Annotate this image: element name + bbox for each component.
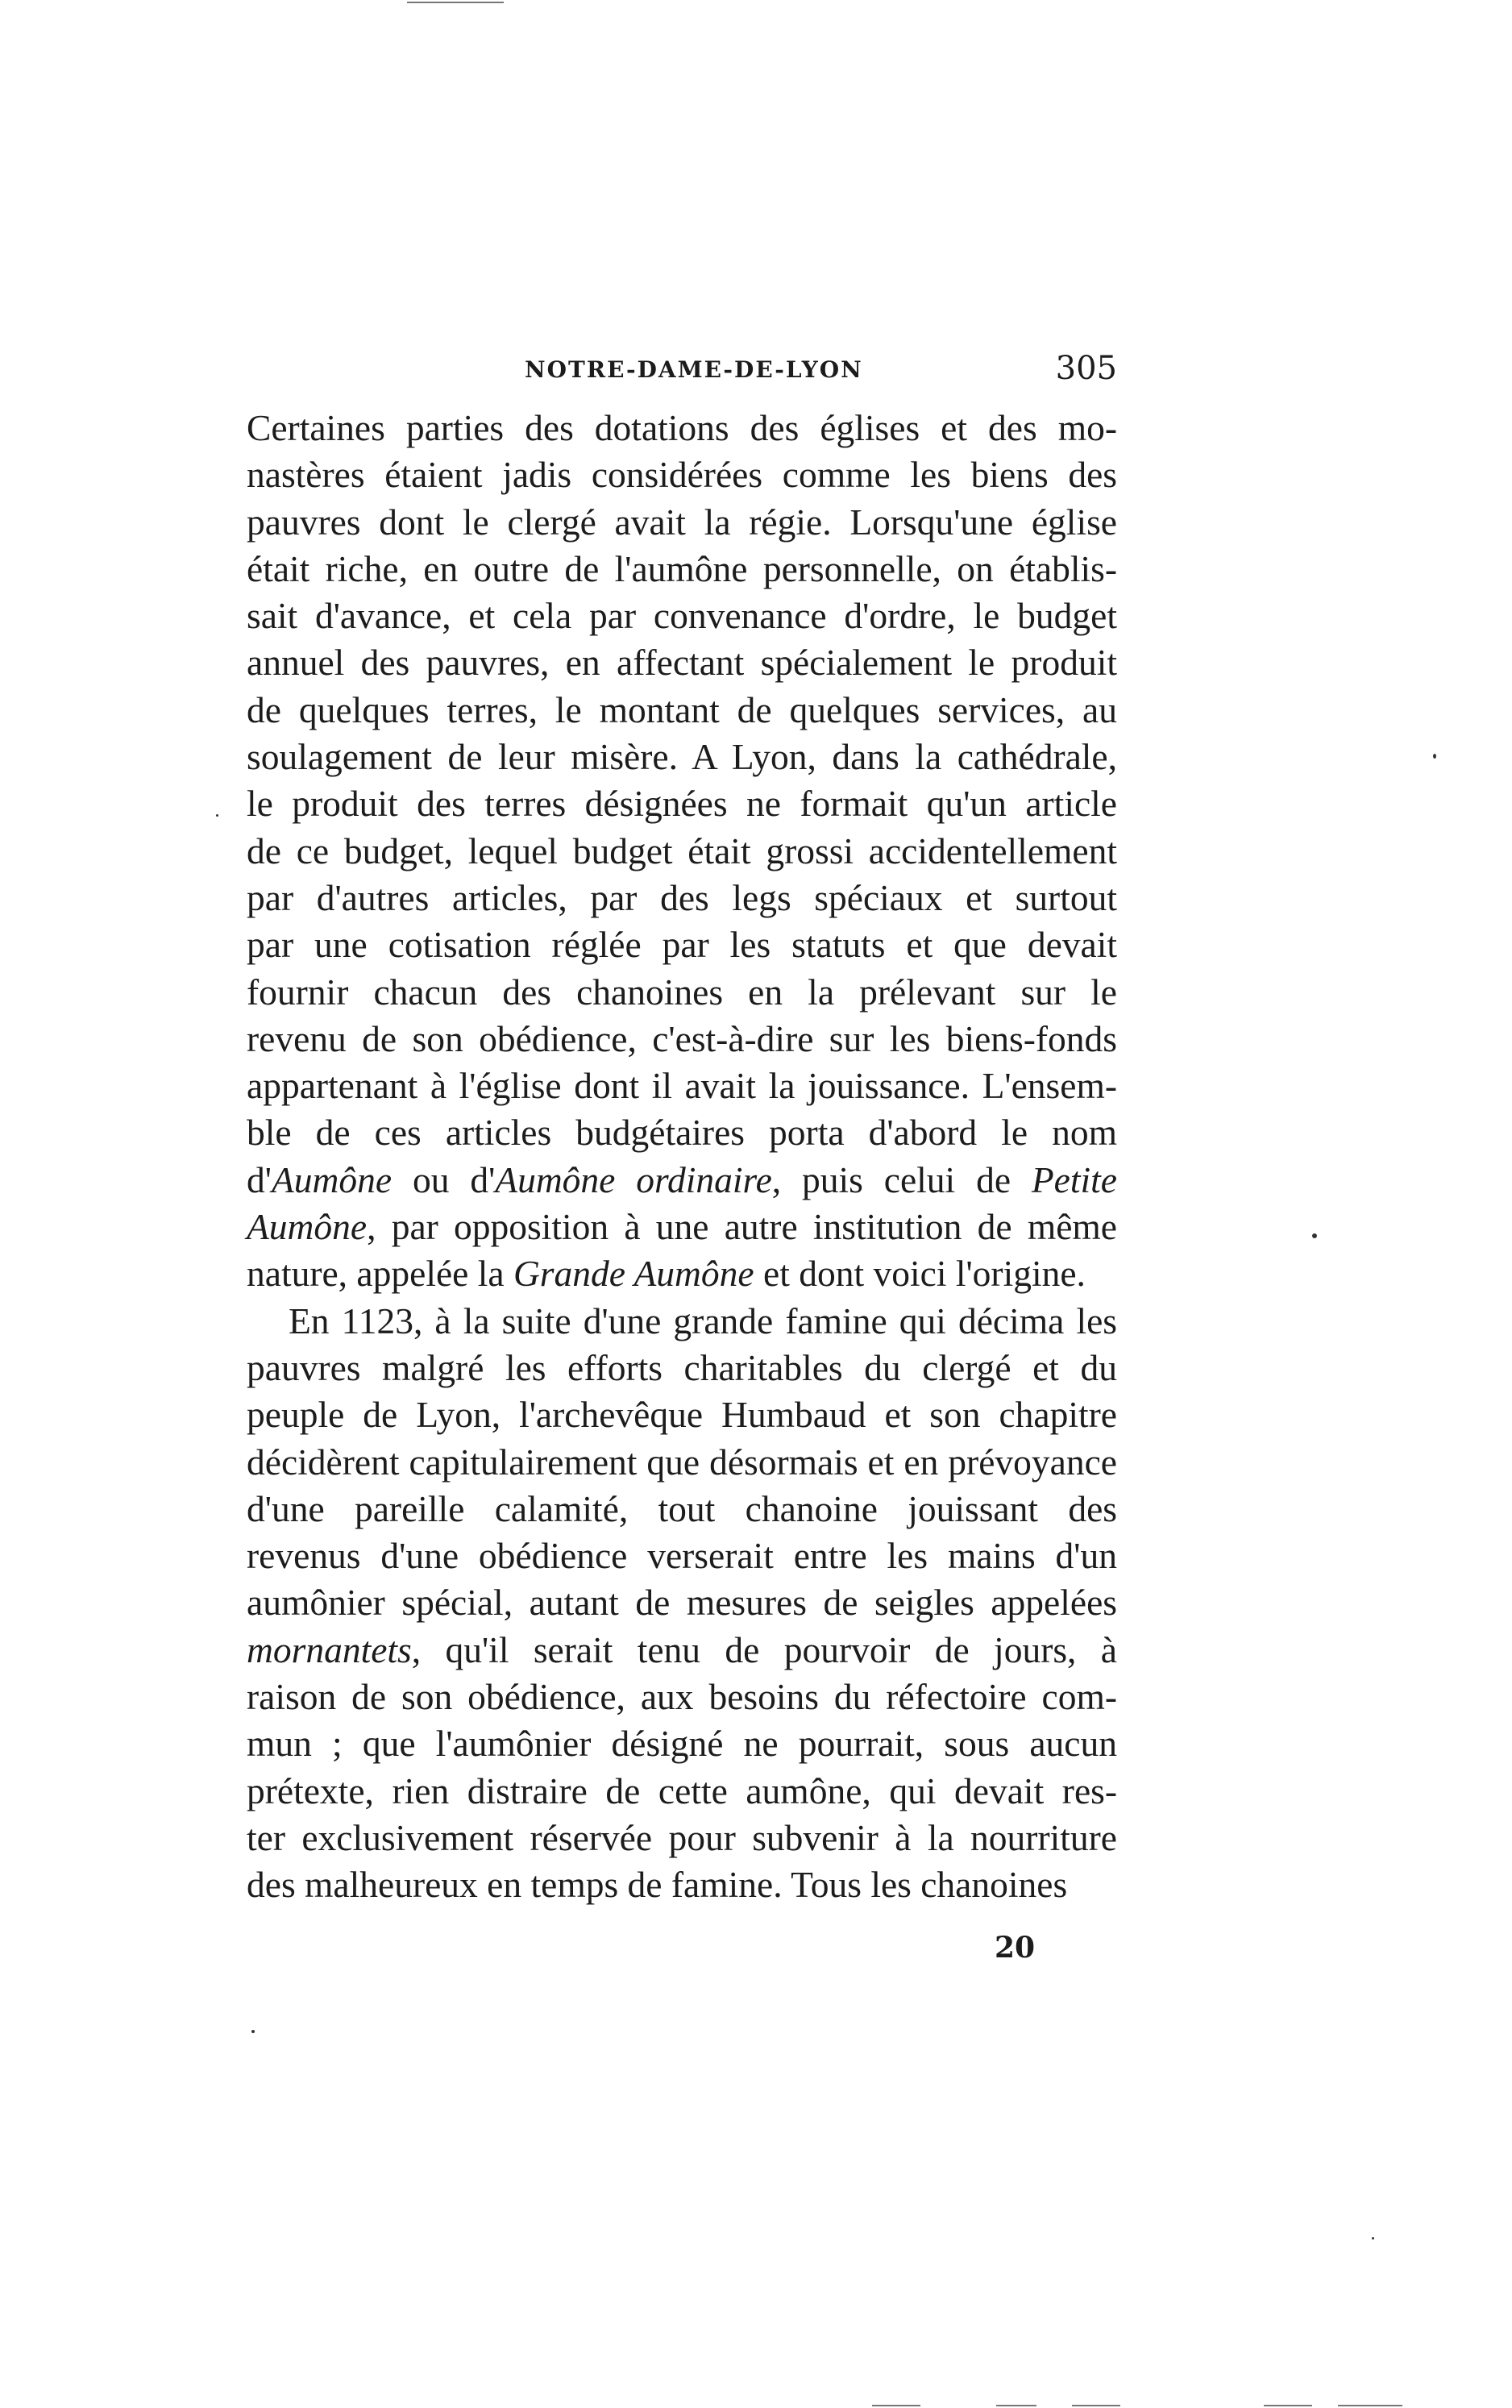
- text-line: aumônier spécial, autant de mesures de seigles appelées: [247, 1582, 1117, 1624]
- text-line: ter exclusivement réservée pour subvenir à la nourriture: [247, 1816, 1117, 1858]
- text-line: peuple de Lyon, l'archevêque Humbaud et son chapitre: [247, 1394, 1117, 1436]
- text-run: et dont voici l'origine.: [754, 1253, 1086, 1295]
- edge-rule: [1338, 2405, 1402, 2406]
- text-line: prétexte, rien distraire de cette aumône, qui devait res-: [247, 1770, 1117, 1811]
- italic-term: Aumône ordinaire: [495, 1158, 772, 1200]
- text-line: appartenant à l'église dont il avait la jouissance. L'ensem-: [247, 1065, 1117, 1107]
- text-line: pauvres dont le clergé avait la régie. Lorsqu'une église: [247, 501, 1117, 543]
- ink-speck: [1312, 1233, 1317, 1238]
- text-line: par une cotisation réglée par les statuts et que devait: [247, 924, 1117, 966]
- italic-term: mornantets: [247, 1628, 412, 1670]
- text-line: soulagement de leur misère. A Lyon, dans la cathédrale,: [247, 736, 1117, 778]
- running-title: NOTRE-DAME-DE-LYON: [525, 356, 863, 383]
- edge-rule: [1264, 2405, 1312, 2406]
- text-line: [247, 1204, 1117, 1250]
- text-line: nastères étaient jadis considérées comme les biens des: [247, 454, 1117, 496]
- text-line: le produit des terres désignées ne formait qu'un article: [247, 783, 1117, 825]
- text-line: pauvres malgré les efforts charitables du clergé et du: [247, 1346, 1117, 1388]
- edge-rule: [872, 2405, 920, 2406]
- text-line: revenu de son obédience, c'est-à-dire sur les biens-fonds: [247, 1017, 1117, 1059]
- text-run: nature, appelée la: [247, 1253, 513, 1295]
- ink-speck: [251, 2030, 255, 2033]
- edge-rule: [1072, 2405, 1120, 2406]
- text-run: , par opposition à une autre institution de même: [367, 1206, 1117, 1248]
- text-line: ble de ces articles budgétaires porta d'abord le nom: [247, 1112, 1117, 1154]
- text-run: ou d': [392, 1158, 496, 1200]
- text-line: annuel des pauvres, en affectant spécialement le produit: [247, 642, 1117, 684]
- text-line: des malheureux en temps de famine. Tous les chanoines: [247, 1864, 1068, 1906]
- ink-speck: [1372, 2237, 1374, 2240]
- signature-mark: 20: [995, 1931, 1036, 1965]
- italic-term: Aumône: [247, 1206, 368, 1248]
- text-line: était riche, en outre de l'aumône personnelle, on établis-: [247, 547, 1117, 589]
- ink-speck: [216, 814, 218, 817]
- text-line: [247, 1250, 1117, 1297]
- page-number: 305: [1055, 350, 1117, 387]
- text-run: , puis celui de: [771, 1158, 1032, 1200]
- text-line: mun ; que l'aumônier désigné ne pourrait, sous aucun: [247, 1723, 1117, 1765]
- running-head: [247, 350, 1117, 403]
- text-line: sait d'avance, et cela par convenance d'ordre, le budget: [247, 595, 1117, 637]
- italic-term: Grande Aumône: [513, 1253, 754, 1295]
- edge-rule: [407, 2, 504, 3]
- text-line: revenus d'une obédience verserait entre les mains d'un: [247, 1535, 1117, 1577]
- text-line: Certaines parties des dotations des églises et des mo-: [247, 407, 1117, 448]
- text-line: [247, 1627, 1117, 1674]
- text-line: [247, 1157, 1117, 1204]
- text-line: En 1123, à la suite d'une grande famine qui décima les: [289, 1300, 1117, 1341]
- text-line: fournir chacun des chanoines en la prélevant sur le: [247, 971, 1117, 1013]
- text-run: , qu'il serait tenu de pourvoir de jours, à: [411, 1628, 1117, 1670]
- text-line: de quelques terres, le montant de quelques services, au: [247, 688, 1117, 730]
- text-line: d'une pareille calamité, tout chanoine jouissant des: [247, 1487, 1117, 1529]
- italic-term: Aumône: [271, 1158, 393, 1200]
- text-run: d': [247, 1158, 272, 1200]
- text-line: par d'autres articles, par des legs spéciaux et surtout: [247, 876, 1117, 918]
- text-line: raison de son obédience, aux besoins du réfectoire com-: [247, 1676, 1117, 1718]
- text-line: décidèrent capitulairement que désormais et en prévoyance: [247, 1441, 1117, 1483]
- edge-rule: [996, 2405, 1036, 2406]
- italic-term: Petite: [1031, 1158, 1117, 1200]
- text-line: de ce budget, lequel budget était grossi accidentellement: [247, 830, 1117, 871]
- ink-speck: [1433, 754, 1436, 759]
- body-text: [247, 405, 1117, 1909]
